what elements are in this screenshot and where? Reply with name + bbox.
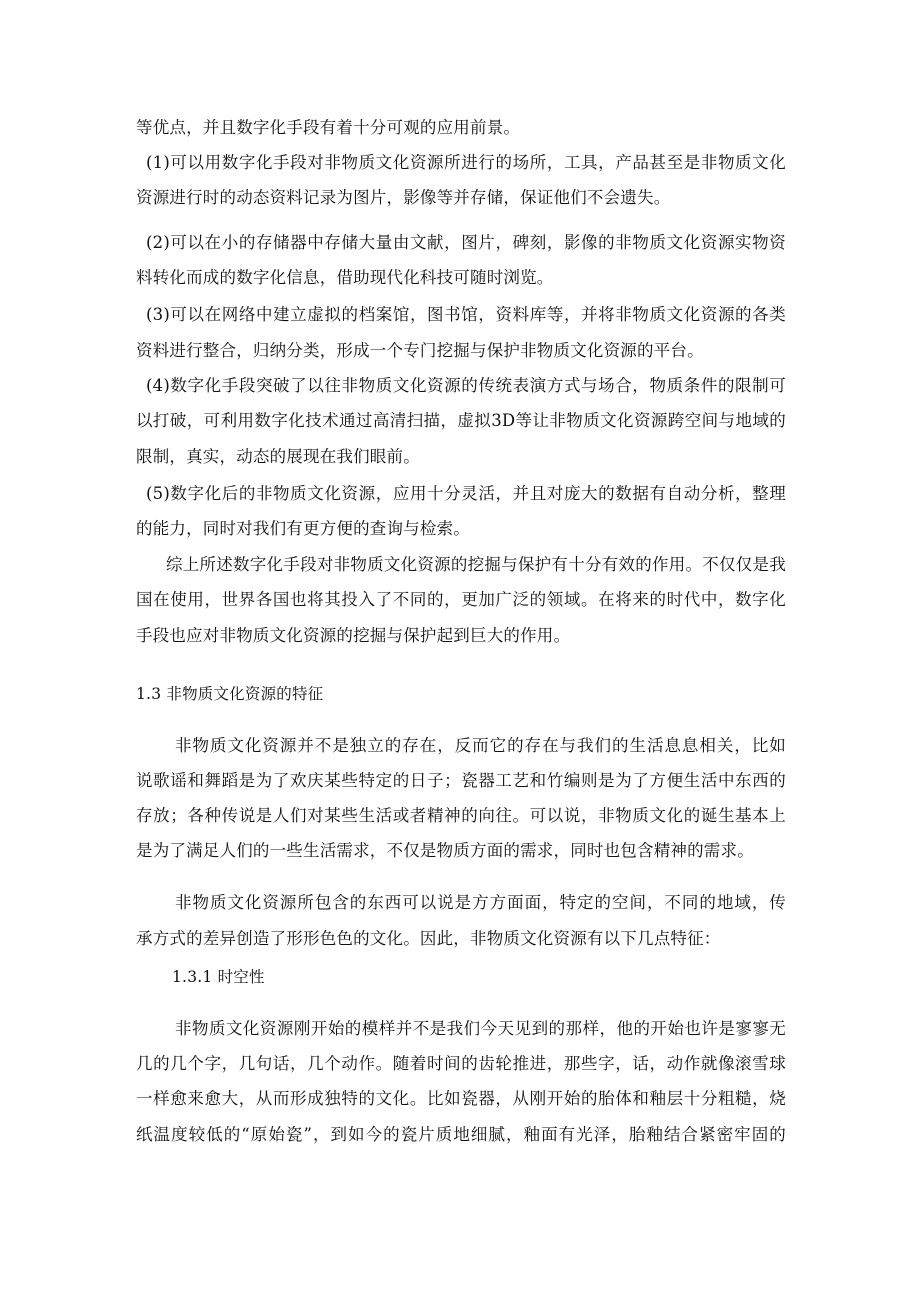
para-1-line-4: 是为了满足人们的一些生活需求，不仅是物质方面的需求，同时也包含精神的需求。 xyxy=(136,841,754,860)
para-3-line-3: 一样愈来愈大，从而形成独特的文化。比如瓷器，从刚开始的胎体和釉层十分粗糙，烧 xyxy=(136,1089,786,1108)
para-1-line-1: 非物质文化资源并不是独立的存在，反而它的存在与我们的生活息息相关，比如 xyxy=(175,736,786,755)
section-heading-1-3: 1.3 非物质文化资源的特征 xyxy=(136,685,324,703)
item-4-line-3: 限制，真实，动态的展现在我们眼前。 xyxy=(136,447,420,466)
summary-line-2: 国在使用，世界各国也将其投入了不同的，更加广泛的领域。在将来的时代中，数字化 xyxy=(136,590,786,609)
item-3-line-1: (3)可以在网络中建立虚拟的档案馆，图书馆，资料库等，并将非物质文化资源的各类 xyxy=(146,305,786,324)
item-5-line-1: (5)数字化后的非物质文化资源，应用十分灵活，并且对庞大的数据有自动分析，整理 xyxy=(146,484,786,503)
summary-line-3: 手段也应对非物质文化资源的挖掘与保护起到巨大的作用。 xyxy=(136,626,571,645)
item-2-line-2: 料转化而成的数字化信息，借助现代化科技可随时浏览。 xyxy=(136,268,554,287)
item-4-line-2: 以打破，可利用数字化技术通过高清扫描，虚拟3D等让非物质文化资源跨空间与地域的 xyxy=(136,411,786,430)
para-1-line-2: 说歌谣和舞蹈是为了欢庆某些特定的日子；瓷器工艺和竹编则是为了方便生活中东西的 xyxy=(136,771,786,790)
para-3-line-1: 非物质文化资源刚开始的模样并不是我们今天见到的那样，他的开始也许是寥寥无 xyxy=(175,1019,786,1038)
item-2-line-1: (2)可以在小的存储器中存储大量由文献，图片，碑刻，影像的非物质文化资源实物资 xyxy=(146,233,786,252)
para-1-line-3: 存放；各种传说是人们对某些生活或者精神的向往。可以说，非物质文化的诞生基本上 xyxy=(136,806,786,825)
item-1-line-2: 资源进行时的动态资料记录为图片，影像等并存储，保证他们不会遗失。 xyxy=(136,188,671,207)
para-2-line-1: 非物质文化资源所包含的东西可以说是方方面面，特定的空间，不同的地域，传 xyxy=(175,893,786,912)
para-2-line-2: 承方式的差异创造了形形色色的文化。因此，非物质文化资源有以下几点特征： xyxy=(136,929,721,948)
para-3-line-4: 纸温度较低的“原始瓷”，到如今的瓷片质地细腻，釉面有光泽，胎釉结合紧密牢固的 xyxy=(136,1125,786,1144)
subsection-heading-1-3-1: 1.3.1 时空性 xyxy=(172,968,265,986)
item-4-line-1: (4)数字化手段突破了以往非物质文化资源的传统表演方式与场合，物质条件的限制可 xyxy=(146,376,786,395)
intro-tail-line: 等优点，并且数字化手段有着十分可观的应用前景。 xyxy=(136,118,521,137)
item-5-line-2: 的能力，同时对我们有更方便的查询与检索。 xyxy=(136,519,470,538)
item-3-line-2: 资料进行整合，归纳分类，形成一个专门挖掘与保护非物质文化资源的平台。 xyxy=(136,341,704,360)
summary-line-1: 综上所述数字化手段对非物质文化资源的挖掘与保护有十分有效的作用。不仅仅是我 xyxy=(166,555,786,574)
para-3-line-2: 几的几个字，几句话，几个动作。随着时间的齿轮推进，那些字，话，动作就像滚雪球 xyxy=(136,1054,786,1073)
item-1-line-1: (1)可以用数字化手段对非物质文化资源所进行的场所，工具，产品甚至是非物质文化 xyxy=(146,153,786,172)
